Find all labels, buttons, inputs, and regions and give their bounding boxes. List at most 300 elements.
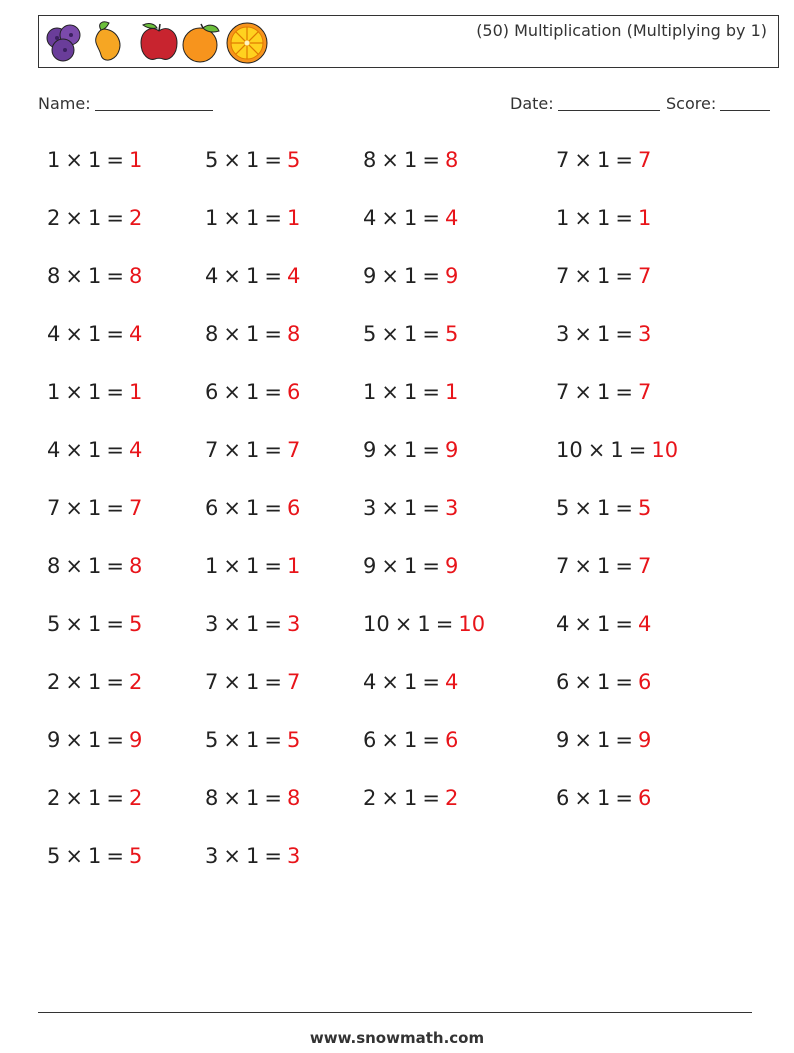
problem-item (205, 611, 300, 637)
multiplicand: 5 (47, 844, 61, 868)
equals-sign: = (106, 206, 124, 230)
problem-item (363, 669, 458, 695)
answer: 8 (128, 554, 143, 578)
times-sign: × (574, 670, 592, 694)
equals-sign: = (422, 670, 440, 694)
answer: 2 (128, 206, 143, 230)
multiplier: 1 (87, 264, 102, 288)
problem-item (205, 727, 300, 753)
multiplier: 1 (403, 670, 418, 694)
multiplier: 1 (245, 264, 260, 288)
problem-item (205, 263, 300, 289)
multiplier: 1 (245, 728, 260, 752)
equals-sign: = (264, 438, 282, 462)
problem-item (363, 495, 458, 521)
equals-sign: = (628, 438, 647, 462)
multiplier: 1 (87, 148, 102, 172)
multiplier: 1 (87, 496, 102, 520)
answer: 6 (286, 380, 301, 404)
multiplier: 1 (87, 728, 102, 752)
blueberries-icon (47, 25, 80, 61)
multiplier: 1 (596, 728, 611, 752)
equals-sign: = (422, 728, 440, 752)
times-sign: × (223, 496, 241, 520)
problem-item (47, 437, 142, 463)
score-field (666, 94, 770, 113)
equals-sign: = (615, 148, 633, 172)
multiplier: 1 (87, 612, 102, 636)
multiplier: 1 (403, 728, 418, 752)
problem-item (556, 437, 678, 463)
equals-sign: = (615, 206, 633, 230)
multiplicand: 7 (556, 554, 570, 578)
times-sign: × (65, 844, 83, 868)
answer: 9 (637, 728, 652, 752)
equals-sign: = (264, 264, 282, 288)
times-sign: × (381, 380, 399, 404)
multiplicand: 4 (47, 438, 61, 462)
answer: 1 (286, 554, 301, 578)
score-label: Score: (666, 94, 717, 113)
times-sign: × (381, 148, 399, 172)
equals-sign: = (264, 206, 282, 230)
multiplicand: 7 (205, 438, 219, 462)
multiplicand: 7 (556, 264, 570, 288)
multiplicand: 6 (556, 670, 570, 694)
times-sign: × (65, 728, 83, 752)
multiplicand: 6 (205, 496, 219, 520)
times-sign: × (574, 496, 592, 520)
equals-sign: = (422, 148, 440, 172)
equals-sign: = (615, 322, 633, 346)
times-sign: × (223, 612, 241, 636)
problem-item (205, 669, 300, 695)
answer: 8 (286, 786, 301, 810)
times-sign: × (65, 264, 83, 288)
problem-item (205, 437, 300, 463)
answer: 6 (286, 496, 301, 520)
problem-item (556, 321, 651, 347)
problem-item (47, 263, 142, 289)
multiplicand: 2 (363, 786, 377, 810)
multiplicand: 8 (363, 148, 377, 172)
answer: 3 (286, 844, 301, 868)
problem-item (556, 553, 651, 579)
multiplier: 1 (596, 496, 611, 520)
problem-item (363, 263, 458, 289)
equals-sign: = (615, 786, 633, 810)
problem-item (556, 205, 651, 231)
times-sign: × (223, 844, 241, 868)
multiplicand: 2 (47, 206, 61, 230)
times-sign: × (65, 380, 83, 404)
times-sign: × (381, 670, 399, 694)
multiplicand: 3 (556, 322, 570, 346)
answer: 2 (128, 670, 143, 694)
times-sign: × (223, 264, 241, 288)
answer: 5 (637, 496, 652, 520)
times-sign: × (223, 322, 241, 346)
equals-sign: = (422, 206, 440, 230)
answer: 4 (286, 264, 301, 288)
times-sign: × (65, 206, 83, 230)
equals-sign: = (264, 554, 282, 578)
times-sign: × (381, 206, 399, 230)
problem-item (363, 611, 485, 637)
multiplier: 1 (596, 612, 611, 636)
answer: 7 (286, 438, 301, 462)
times-sign: × (587, 438, 606, 462)
equals-sign: = (615, 264, 633, 288)
problem-item (47, 553, 142, 579)
answer: 4 (128, 322, 143, 346)
multiplier: 1 (245, 206, 260, 230)
multiplier: 1 (403, 554, 418, 578)
equals-sign: = (106, 554, 124, 578)
footer-url: www.snowmath.com (309, 1029, 485, 1047)
problem-item (205, 205, 300, 231)
multiplier: 1 (87, 554, 102, 578)
times-sign: × (574, 206, 592, 230)
multiplicand: 1 (205, 554, 219, 578)
answer: 1 (286, 206, 301, 230)
times-sign: × (65, 148, 83, 172)
multiplier: 1 (87, 670, 102, 694)
equals-sign: = (422, 264, 440, 288)
answer: 2 (128, 786, 143, 810)
times-sign: × (574, 728, 592, 752)
name-field (38, 94, 213, 113)
multiplicand: 2 (47, 670, 61, 694)
problem-item (205, 553, 300, 579)
equals-sign: = (264, 612, 282, 636)
multiplicand: 5 (47, 612, 61, 636)
times-sign: × (381, 438, 399, 462)
multiplicand: 1 (363, 380, 377, 404)
multiplier: 1 (87, 844, 102, 868)
answer: 3 (637, 322, 652, 346)
problem-item (556, 785, 651, 811)
multiplicand: 8 (205, 786, 219, 810)
multiplier: 1 (245, 322, 260, 346)
multiplier: 1 (87, 206, 102, 230)
times-sign: × (65, 554, 83, 578)
multiplicand: 9 (47, 728, 61, 752)
answer: 4 (128, 438, 143, 462)
multiplier: 1 (403, 206, 418, 230)
times-sign: × (223, 148, 241, 172)
multiplicand: 10 (556, 438, 583, 462)
answer: 4 (637, 612, 652, 636)
equals-sign: = (264, 786, 282, 810)
multiplicand: 7 (556, 148, 570, 172)
times-sign: × (574, 322, 592, 346)
problem-item (556, 147, 651, 173)
times-sign: × (65, 786, 83, 810)
multiplicand: 7 (205, 670, 219, 694)
problem-item (363, 727, 458, 753)
worksheet-header (38, 15, 779, 68)
equals-sign: = (106, 264, 124, 288)
answer: 9 (444, 264, 459, 288)
times-sign: × (381, 264, 399, 288)
times-sign: × (574, 148, 592, 172)
equals-sign: = (264, 496, 282, 520)
equals-sign: = (264, 322, 282, 346)
answer: 4 (444, 670, 459, 694)
multiplier: 1 (245, 612, 260, 636)
multiplicand: 9 (363, 438, 377, 462)
answer: 1 (128, 148, 143, 172)
answer: 1 (128, 380, 143, 404)
date-blank (558, 95, 660, 111)
times-sign: × (223, 554, 241, 578)
equals-sign: = (615, 496, 633, 520)
problem-item (205, 785, 300, 811)
times-sign: × (223, 206, 241, 230)
times-sign: × (65, 322, 83, 346)
equals-sign: = (106, 612, 124, 636)
equals-sign: = (615, 670, 633, 694)
equals-sign: = (106, 438, 124, 462)
multiplicand: 9 (363, 554, 377, 578)
answer: 10 (458, 612, 486, 636)
problem-item (47, 611, 142, 637)
times-sign: × (65, 612, 83, 636)
equals-sign: = (435, 612, 454, 636)
multiplicand: 8 (47, 264, 61, 288)
multiplicand: 1 (205, 206, 219, 230)
problem-item (363, 205, 458, 231)
answer: 7 (637, 264, 652, 288)
multiplicand: 9 (556, 728, 570, 752)
multiplier: 1 (87, 786, 102, 810)
multiplier: 1 (403, 496, 418, 520)
answer: 1 (637, 206, 652, 230)
times-sign: × (574, 264, 592, 288)
name-label: Name: (38, 94, 91, 113)
times-sign: × (381, 496, 399, 520)
answer: 8 (128, 264, 143, 288)
times-sign: × (381, 728, 399, 752)
multiplier: 1 (596, 264, 611, 288)
times-sign: × (574, 380, 592, 404)
answer: 10 (651, 438, 679, 462)
multiplier: 1 (403, 380, 418, 404)
problem-item (47, 147, 142, 173)
equals-sign: = (422, 322, 440, 346)
problem-item (556, 669, 651, 695)
multiplier: 1 (596, 670, 611, 694)
answer: 7 (637, 148, 652, 172)
multiplicand: 5 (205, 728, 219, 752)
problem-item (47, 669, 142, 695)
problem-item (363, 437, 458, 463)
multiplier: 1 (245, 844, 260, 868)
multiplicand: 3 (205, 844, 219, 868)
mango-icon (96, 22, 120, 60)
multiplicand: 9 (363, 264, 377, 288)
problem-item (556, 379, 651, 405)
answer: 9 (444, 438, 459, 462)
times-sign: × (223, 728, 241, 752)
multiplier: 1 (596, 554, 611, 578)
times-sign: × (394, 612, 413, 636)
multiplier: 1 (403, 322, 418, 346)
times-sign: × (223, 380, 241, 404)
multiplicand: 7 (47, 496, 61, 520)
equals-sign: = (422, 438, 440, 462)
multiplicand: 7 (556, 380, 570, 404)
equals-sign: = (615, 728, 633, 752)
multiplier: 1 (87, 322, 102, 346)
multiplier: 1 (417, 612, 431, 636)
problem-item (205, 147, 300, 173)
orange-icon (183, 24, 219, 62)
multiplier: 1 (403, 438, 418, 462)
answer: 7 (637, 380, 652, 404)
fruit-icons (43, 19, 273, 65)
date-field (510, 94, 660, 113)
problem-item (205, 843, 300, 869)
multiplicand: 6 (205, 380, 219, 404)
multiplier: 1 (610, 438, 624, 462)
equals-sign: = (264, 148, 282, 172)
answer: 6 (637, 670, 652, 694)
multiplier: 1 (596, 380, 611, 404)
multiplicand: 4 (47, 322, 61, 346)
answer: 8 (286, 322, 301, 346)
equals-sign: = (422, 786, 440, 810)
equals-sign: = (422, 380, 440, 404)
answer: 7 (128, 496, 143, 520)
equals-sign: = (106, 148, 124, 172)
problem-item (47, 321, 142, 347)
problem-item (363, 379, 458, 405)
answer: 5 (128, 844, 143, 868)
answer: 7 (637, 554, 652, 578)
multiplicand: 3 (205, 612, 219, 636)
multiplier: 1 (403, 264, 418, 288)
multiplicand: 1 (47, 380, 61, 404)
problem-item (363, 321, 458, 347)
problem-item (205, 321, 300, 347)
equals-sign: = (422, 496, 440, 520)
problem-item (363, 147, 458, 173)
times-sign: × (574, 554, 592, 578)
multiplicand: 4 (556, 612, 570, 636)
answer: 5 (286, 728, 301, 752)
equals-sign: = (106, 786, 124, 810)
answer: 5 (286, 148, 301, 172)
multiplier: 1 (245, 786, 260, 810)
problem-item (556, 495, 651, 521)
problem-item (363, 553, 458, 579)
answer: 5 (128, 612, 143, 636)
multiplicand: 5 (363, 322, 377, 346)
answer: 6 (444, 728, 459, 752)
multiplier: 1 (596, 322, 611, 346)
equals-sign: = (422, 554, 440, 578)
multiplicand: 6 (363, 728, 377, 752)
problem-item (205, 379, 300, 405)
times-sign: × (223, 786, 241, 810)
equals-sign: = (106, 728, 124, 752)
multiplicand: 5 (556, 496, 570, 520)
problem-item (47, 727, 142, 753)
answer: 3 (444, 496, 459, 520)
apple-icon (141, 24, 177, 60)
times-sign: × (65, 670, 83, 694)
answer: 7 (286, 670, 301, 694)
multiplicand: 2 (47, 786, 61, 810)
answer: 2 (444, 786, 459, 810)
answer: 3 (286, 612, 301, 636)
times-sign: × (574, 786, 592, 810)
multiplier: 1 (596, 206, 611, 230)
times-sign: × (223, 670, 241, 694)
multiplier: 1 (596, 786, 611, 810)
equals-sign: = (615, 554, 633, 578)
times-sign: × (574, 612, 592, 636)
answer: 1 (444, 380, 459, 404)
name-blank (95, 95, 213, 111)
answer: 9 (128, 728, 143, 752)
problem-item (556, 263, 651, 289)
multiplier: 1 (87, 438, 102, 462)
problem-item (47, 785, 142, 811)
footer-divider (38, 1012, 752, 1013)
equals-sign: = (615, 612, 633, 636)
orange-slice-icon (227, 23, 267, 63)
problem-item (205, 495, 300, 521)
equals-sign: = (106, 380, 124, 404)
equals-sign: = (106, 844, 124, 868)
equals-sign: = (106, 670, 124, 694)
equals-sign: = (106, 496, 124, 520)
problem-item (556, 727, 651, 753)
multiplicand: 5 (205, 148, 219, 172)
problem-item (47, 379, 142, 405)
answer: 4 (444, 206, 459, 230)
multiplicand: 1 (47, 148, 61, 172)
multiplicand: 4 (205, 264, 219, 288)
equals-sign: = (106, 322, 124, 346)
multiplier: 1 (245, 554, 260, 578)
times-sign: × (381, 322, 399, 346)
times-sign: × (65, 496, 83, 520)
multiplier: 1 (403, 786, 418, 810)
multiplicand: 4 (363, 206, 377, 230)
times-sign: × (381, 554, 399, 578)
problem-item (47, 843, 142, 869)
equals-sign: = (264, 844, 282, 868)
problem-item (556, 611, 651, 637)
problem-item (363, 785, 458, 811)
answer: 6 (637, 786, 652, 810)
equals-sign: = (264, 380, 282, 404)
score-blank (720, 95, 770, 111)
multiplier: 1 (245, 496, 260, 520)
date-label: Date: (510, 94, 554, 113)
multiplicand: 8 (205, 322, 219, 346)
multiplicand: 3 (363, 496, 377, 520)
equals-sign: = (615, 380, 633, 404)
multiplier: 1 (403, 148, 418, 172)
times-sign: × (381, 786, 399, 810)
times-sign: × (223, 438, 241, 462)
times-sign: × (65, 438, 83, 462)
